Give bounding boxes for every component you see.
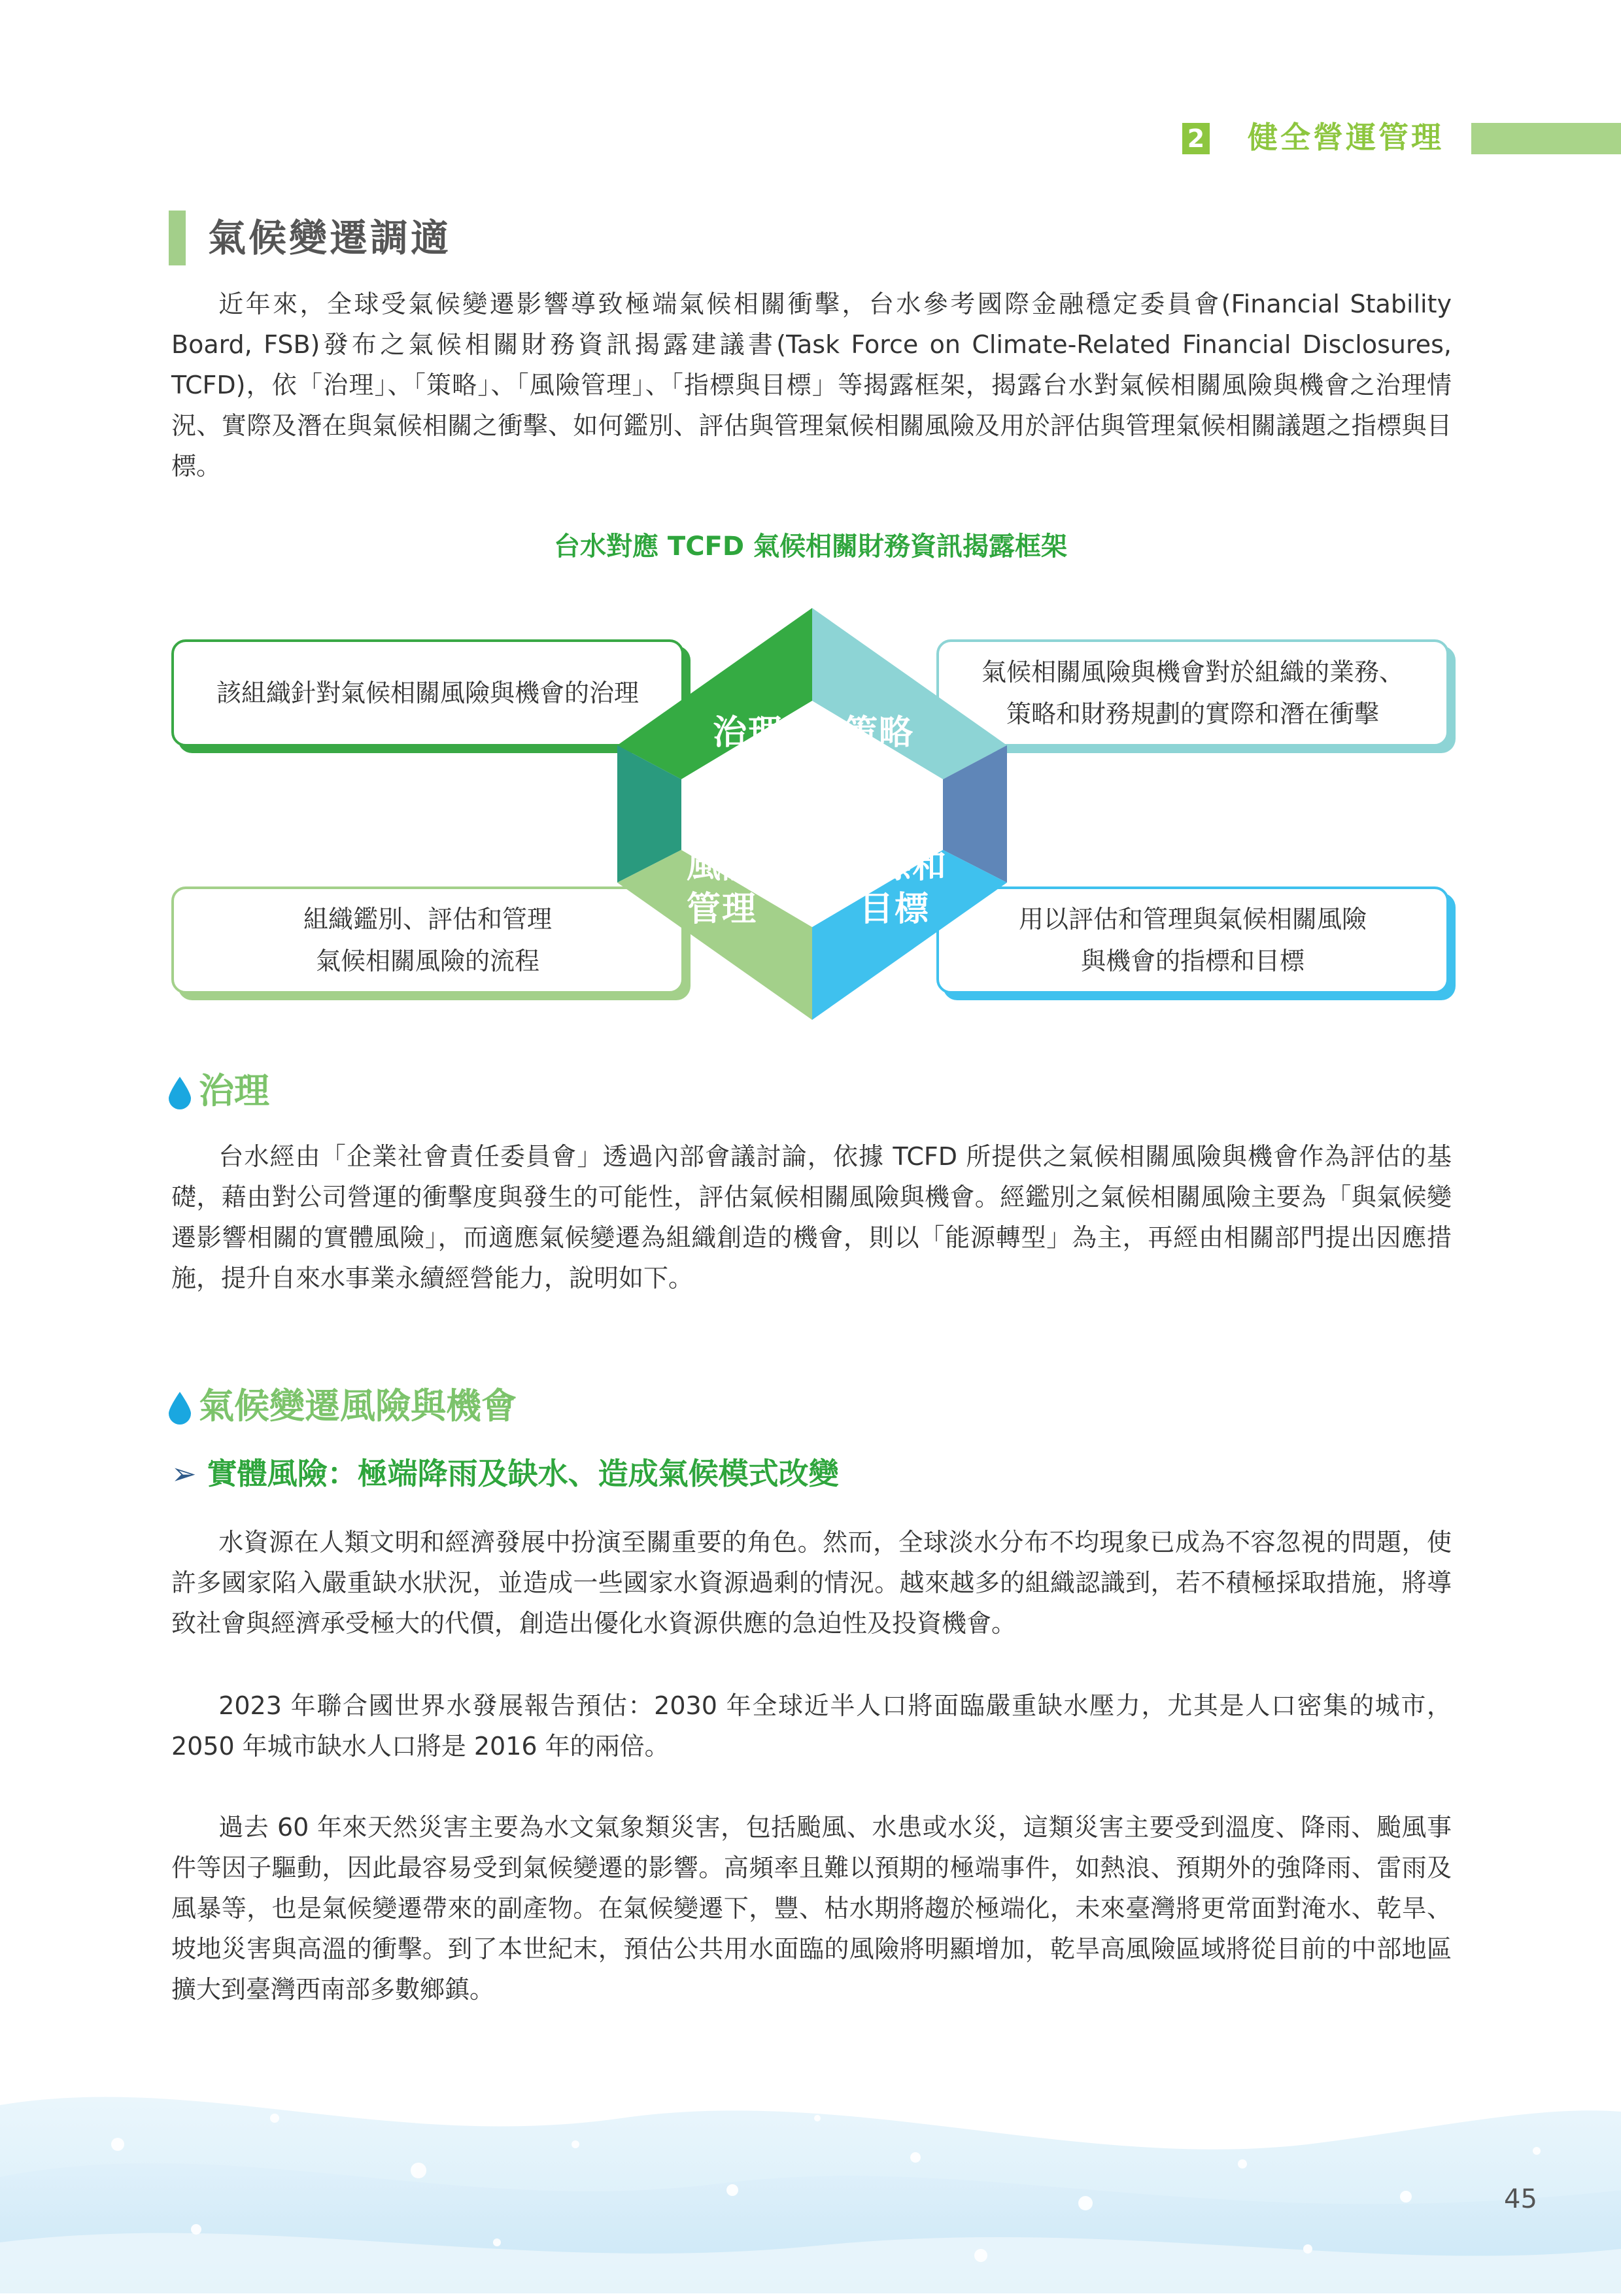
governance-description-line: 該組織針對氣候相關風險與機會的治理 <box>216 679 639 707</box>
section-title: 氣候變遷調適 <box>208 216 452 260</box>
strategy-description-line: 氣候相關風險與機會對於組織的業務、 <box>981 658 1404 686</box>
metrics-targets-label-line: 目標 <box>859 890 930 929</box>
body-paragraph: 過去 60 年來天然災害主要為水文氣象類災害，包括颱風、水患或水災，這類災害主要受到溫度、降雨、颱風事件等因子驅動，因此最容易受到氣候變遷的影響。高頻率且難以預期的極端事件，如熱浪、預期外的強降雨、雷雨及風暴等，也是氣候變遷帶來的副產物。在氣候變遷下，豐、枯水期將趨於極端化，未來臺灣將更常面對淹水、乾旱、坡地災害與高溫的衝擊。到了本世紀末，預估公共用水面臨的風險將明顯增加，乾旱高風險區域將從目前的中部地區擴大到臺灣西南部多數鄉鎮。 <box>171 1813 1452 2004</box>
body-paragraph: 水資源在人類文明和經濟發展中扮演至關重要的角色。然而，全球淡水分布不均現象已成為不容忽視的問題，使許多國家陷入嚴重缺水狀況，並造成一些國家水資源過剩的情況。越來越多的組織認識到，若不積極採取措施，將導致社會與經濟承受極大的代價，創造出優化水資源供應的急迫性及投資機會。 <box>171 1528 1452 1638</box>
risk-opportunity-heading <box>169 1383 517 1429</box>
governance-label: 治理 <box>712 713 783 752</box>
decorative-water-waves <box>0 2046 1621 2293</box>
governance-heading-text: 治理 <box>199 1070 269 1111</box>
governance-paragraph: 台水經由「企業社會責任委員會」透過內部會議討論，依據 TCFD 所提供之氣候相關風險與機會作為評估的基礎，藉由對公司營運的衝擊度與發生的可能性，評估氣候相關風險與機會。經鑑別之氣候相關風險主要為「與氣候變遷影響相關的實體風險」，而適應氣候變遷為組織創造的機會，則以「能源轉型」為主，再經由相關部門提出因應措施，提升自來水事業永續經營能力，說明如下。 <box>171 1142 1452 1292</box>
governance-heading <box>169 1068 269 1114</box>
metrics-targets-label-line: 指標和 <box>841 847 947 886</box>
diagram-title: 台水對應 TCFD 氣候相關財務資訊揭露框架 <box>553 532 1068 562</box>
risk-management-description-line: 組織鑑別、評估和管理 <box>303 905 552 934</box>
metrics-targets-label <box>823 845 966 931</box>
strategy-callout <box>936 639 1449 747</box>
body-paragraph: 2023 年聯合國世界水發展報告預估：2030 年全球近半人口將面臨嚴重缺水壓力，尤其是人口密集的城市，2050 年城市缺水人口將是 2016 年的兩倍。 <box>171 1691 1452 1761</box>
strategy-label: 策略 <box>843 713 914 752</box>
water-drop-icon <box>169 1392 191 1425</box>
risk-management-description-line: 氣候相關風險的流程 <box>315 947 539 975</box>
metrics-targets-callout <box>936 886 1449 994</box>
chapter-title: 健全營運管理 <box>1248 120 1444 155</box>
arrow-bullet-icon: ➢ <box>171 1456 197 1491</box>
chapter-bar <box>1471 123 1621 154</box>
strategy-description-line: 策略和財務規劃的實際和潛在衝擊 <box>1006 700 1379 728</box>
risk-management-label-line: 管理 <box>686 890 757 929</box>
risk-management-label <box>657 845 787 931</box>
metrics-targets-description-line: 與機會的指標和目標 <box>1080 947 1305 975</box>
intro-paragraph: 近年來，全球受氣候變遷影響導致極端氣候相關衝擊，台水參考國際金融穩定委員會(Financial Stability Board, FSB)發布之氣候相關財務資訊揭露建議書(Task Force on Climate-Related Financial Disclosures, TCFD)，依「治理」、「策略」、「風險管理」、「指標與目標」等揭露框架，揭露台水對氣候相關風險與機會之治理情況、實際及潛在與氣候相關之衝擊、如何鑑別、評估與管理氣候相關風險及用於評估與管理氣候相關議題之指標與目標。 <box>171 290 1452 481</box>
section-heading-bar <box>169 211 186 265</box>
governance-callout <box>171 639 684 747</box>
risk-management-label-line: 風險 <box>686 847 757 886</box>
risk-opportunity-heading-text: 氣候變遷風險與機會 <box>199 1385 517 1427</box>
page-number: 45 <box>1504 2184 1537 2214</box>
metrics-targets-description-line: 用以評估和管理與氣候相關風險 <box>1018 905 1367 934</box>
water-drop-icon <box>169 1077 191 1109</box>
tcfd-hexagon <box>617 608 1007 1020</box>
physical-risk-subheading-text: 實體風險：極端降雨及缺水、造成氣候模式改變 <box>207 1456 839 1491</box>
risk-management-callout <box>171 886 684 994</box>
chapter-number: 2 <box>1182 123 1210 154</box>
physical-risk-subheading <box>171 1453 839 1494</box>
